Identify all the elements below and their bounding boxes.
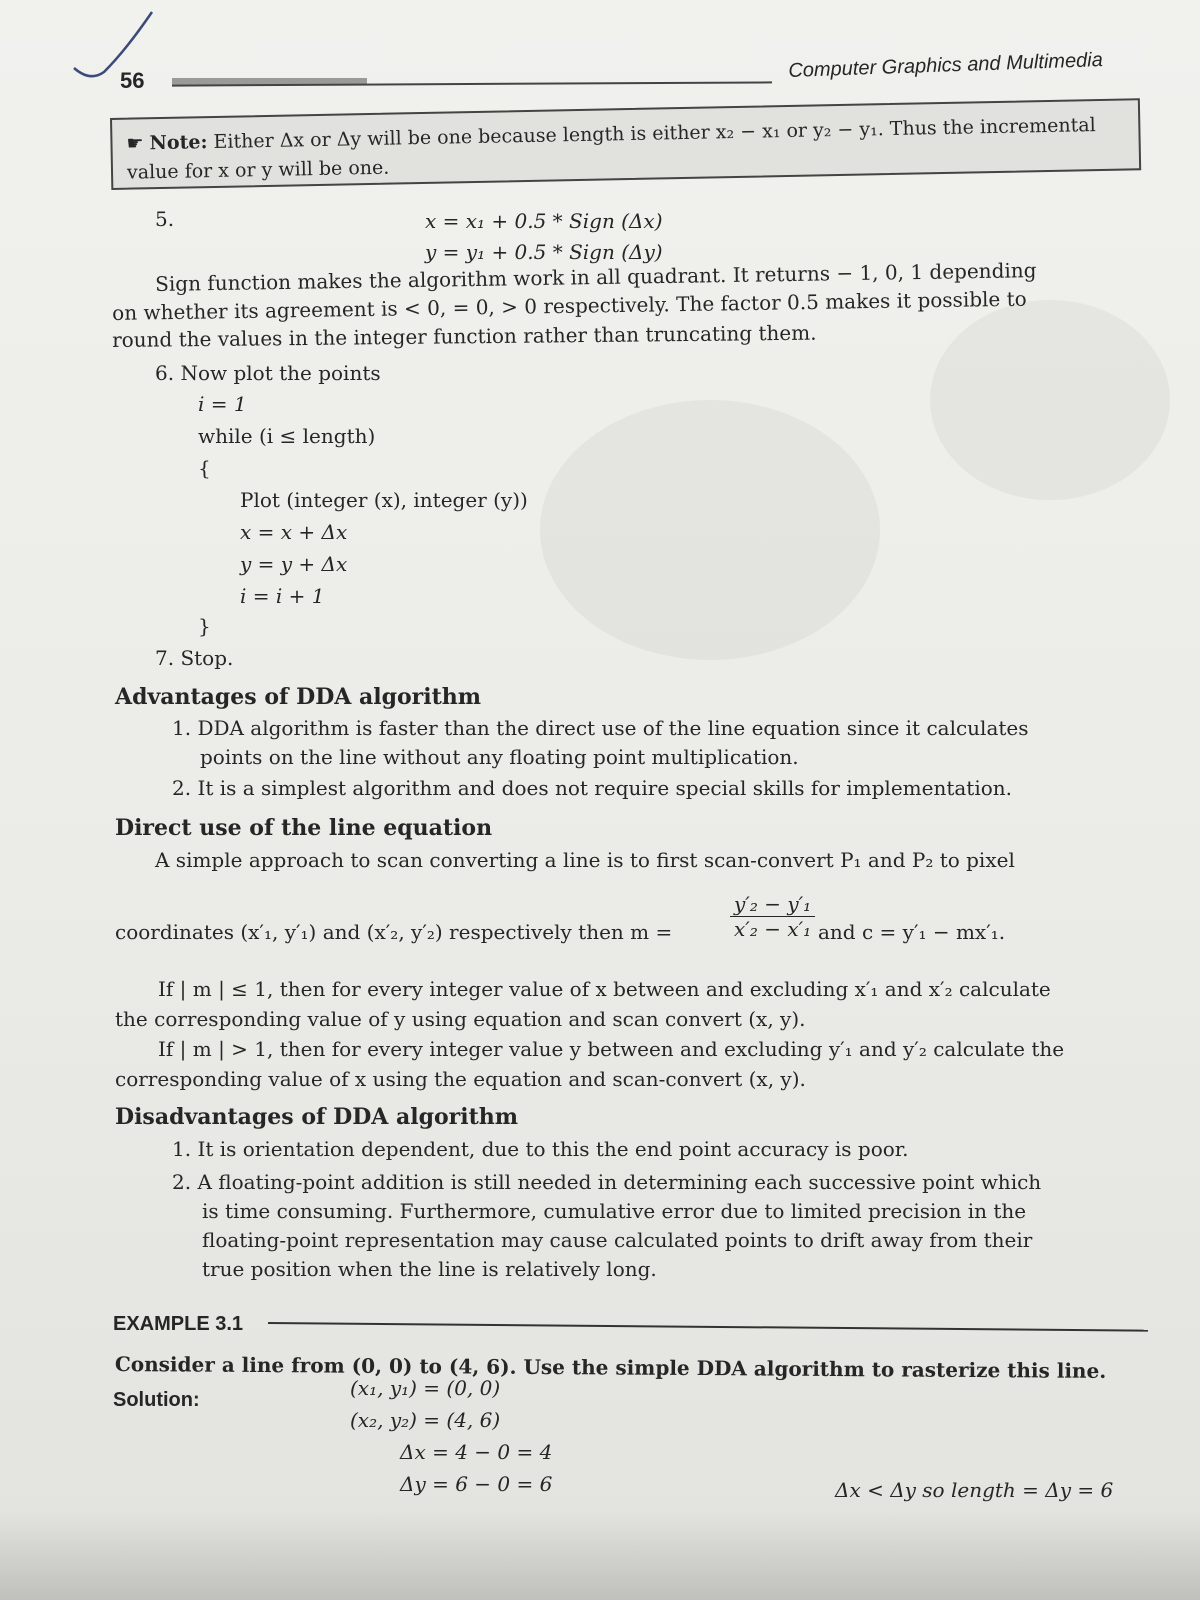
loop-update-i: i = i + 1 (240, 584, 325, 608)
note-box (110, 98, 1141, 190)
advantage-1-line-2: points on the line without any floating point multiplication. (200, 745, 799, 769)
disadvantage-1: 1. It is orientation dependent, due to this the end point accuracy is poor. (172, 1137, 909, 1161)
loop-open-brace: { (198, 456, 211, 480)
disadvantages-heading: Disadvantages of DDA algorithm (115, 1104, 519, 1130)
tick-mark-icon (70, 10, 160, 90)
loop-close-brace: } (198, 614, 211, 638)
direct-coords-suffix: and c = y′₁ − mx′₁. (818, 920, 1006, 944)
step-5-equation-x: x = x₁ + 0.5 * Sign (Δx) (425, 209, 663, 233)
step-5-equation-y: y = y₁ + 0.5 * Sign (Δy) (425, 240, 663, 264)
direct-coords-prefix: coordinates (x′₁, y′₁) and (x′₂, y′₂) respectively then m = (115, 920, 673, 944)
slope-numerator: y′₂ − y′₁ (730, 892, 815, 917)
loop-while: while (i ≤ length) (198, 424, 376, 448)
solution-step-1: (x₁, y₁) = (0, 0) (350, 1376, 501, 1400)
advantage-2: 2. It is a simplest algorithm and does not require special skills for implementation. (172, 776, 1013, 800)
direct-if1-line-1: If | m | ≤ 1, then for every integer value of x between and excluding x′₁ and x′₂ calculate (158, 977, 1051, 1001)
solution-step-2: (x₂, y₂) = (4, 6) (350, 1408, 501, 1432)
direct-if2-line-2: corresponding value of x using the equation and scan-convert (x, y). (115, 1067, 806, 1091)
sign-para-line-2: on whether its agreement is < 0, = 0, > 0 respectively. The factor 0.5 makes it possible to (112, 286, 1027, 325)
direct-heading: Direct use of the line equation (115, 815, 493, 841)
disadvantage-2-line-1: 2. A floating-point addition is still needed in determining each successive point which (172, 1170, 1042, 1194)
loop-update-y: y = y + Δx (240, 552, 348, 576)
note-label: Note: (149, 131, 208, 155)
advantage-1-line-1: 1. DDA algorithm is faster than the direct use of the line equation since it calculates (172, 716, 1029, 740)
example-rule (268, 1322, 1148, 1332)
loop-plot: Plot (integer (x), integer (y)) (240, 488, 528, 512)
advantages-heading: Advantages of DDA algorithm (115, 684, 482, 710)
sign-para-line-1: Sign function makes the algorithm work in all quadrant. It returns − 1, 0, 1 depending (155, 258, 1037, 296)
page-number: 56 (120, 68, 145, 93)
loop-init: i = 1 (198, 392, 247, 416)
disadvantage-2-line-4: true position when the line is relatively long. (202, 1257, 657, 1281)
disadvantage-2-line-3: floating-point representation may cause calculated points to drift away from their (202, 1228, 1033, 1252)
note-hand-icon: ☛ (126, 132, 150, 155)
note-text-2: value for x or y will be one. (126, 156, 390, 184)
page-shadow (0, 1510, 1200, 1600)
step-7: 7. Stop. (155, 646, 234, 670)
paper-stain (930, 300, 1170, 500)
disadvantage-2-line-2: is time consuming. Furthermore, cumulative error due to limited precision in the (202, 1199, 1027, 1223)
sign-para-line-3: round the values in the integer function rather than truncating them. (112, 320, 817, 352)
step-6-title: 6. Now plot the points (155, 361, 381, 385)
direct-if1-line-2: the corresponding value of y using equation and scan convert (x, y). (115, 1007, 806, 1031)
note-text-1: Either Δx or Δy will be one because length is either x₂ − x₁ or y₂ − y₁. Thus the incremental (213, 114, 1096, 154)
step-5-number: 5. (155, 207, 175, 231)
loop-update-x: x = x + Δx (240, 520, 348, 544)
length-note: Δx < Δy so length = Δy = 6 (835, 1478, 1114, 1502)
example-problem: Consider a line from (0, 0) to (4, 6). Use the simple DDA algorithm to rasterize this line. (114, 1352, 1107, 1383)
solution-label: Solution: (113, 1389, 200, 1411)
direct-if2-line-1: If | m | > 1, then for every integer value y between and excluding y′₁ and y′₂ calculate the (158, 1037, 1065, 1061)
slope-fraction (730, 892, 815, 941)
direct-line-1: A simple approach to scan converting a line is to first scan-convert P₁ and P₂ to pixel (155, 848, 1015, 872)
solution-step-3: Δx = 4 − 0 = 4 (400, 1440, 553, 1464)
paper-stain (540, 400, 880, 660)
example-label: EXAMPLE 3.1 (113, 1313, 244, 1335)
slope-denominator: x′₂ − x′₁ (734, 917, 812, 941)
running-title: Computer Graphics and Multimedia (788, 49, 1104, 82)
solution-step-4: Δy = 6 − 0 = 6 (400, 1472, 553, 1496)
